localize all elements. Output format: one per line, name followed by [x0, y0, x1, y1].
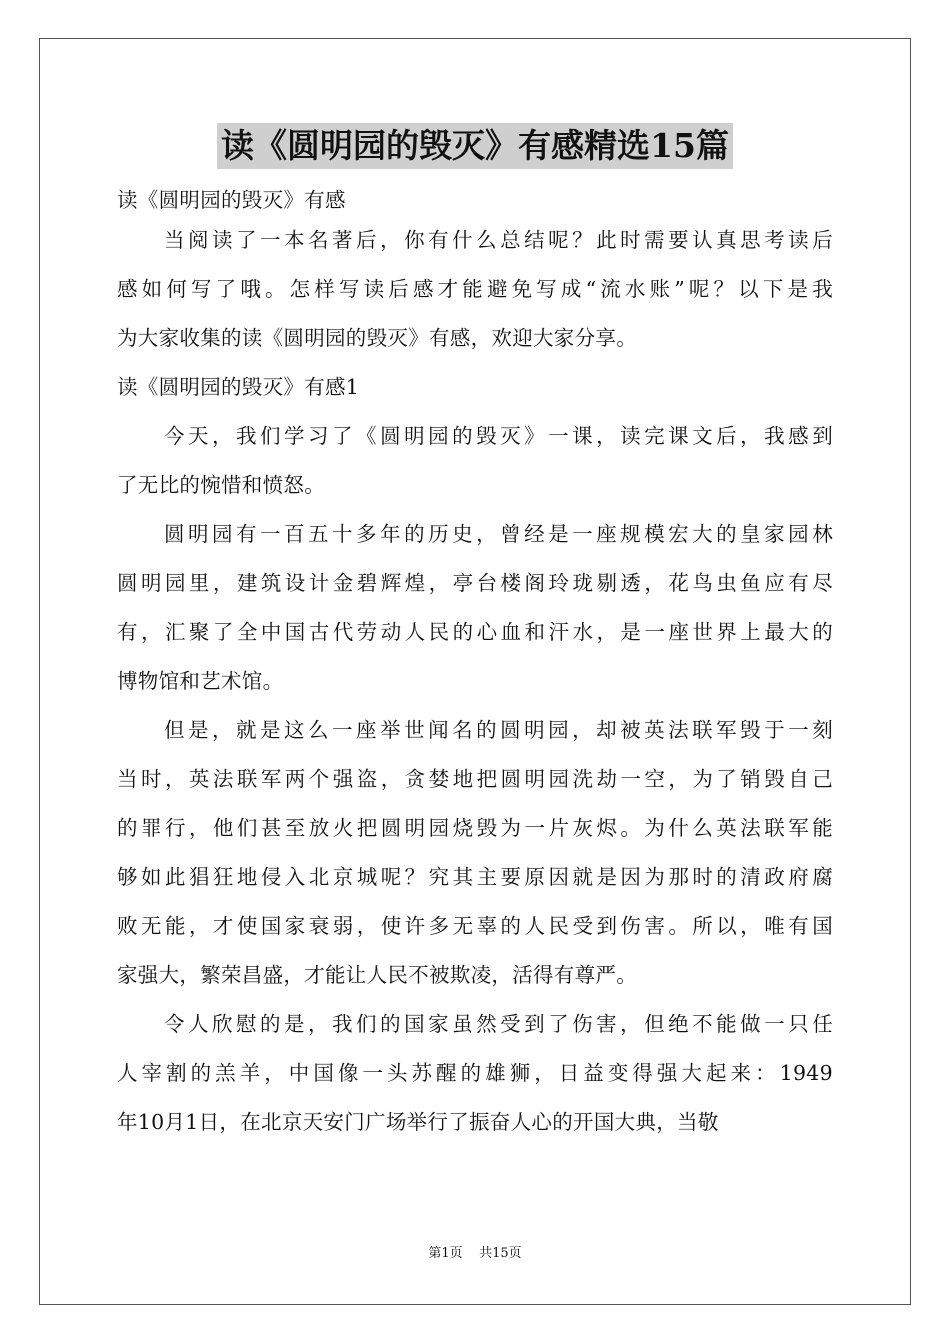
paragraph-line: 今天，我们学习了《圆明园的毁灭》一课，读完课文后，我感到 — [164, 424, 833, 448]
heading-text: 读《圆明园的毁灭》有感 — [117, 188, 346, 212]
paragraph-line: 但是，就是这么一座举世闻名的圆明园，却被英法联军毁于一刻 — [164, 718, 833, 742]
paragraph-line: 圆明园里，建筑设计金碧辉煌，亭台楼阁玲珑剔透，花鸟虫鱼应有尽 — [117, 571, 833, 595]
heading-text: 读《圆明园的毁灭》有感1 — [117, 375, 360, 399]
paragraph-line: 败无能，才使国家衰弱，使许多无辜的人民受到伤害。所以，唯有国 — [117, 914, 833, 938]
paragraph-line: 人宰割的羔羊，中国像一头苏醒的雄狮，日益变得强大起来：1949 — [117, 1061, 833, 1085]
paragraph — [117, 1004, 833, 1151]
paragraph — [117, 710, 833, 1004]
document-body — [117, 180, 833, 1151]
paragraph-line: 博物馆和艺术馆。 — [117, 669, 284, 693]
section-heading — [117, 367, 833, 416]
paragraph-line: 家强大，繁荣昌盛，才能让人民不被欺凌，活得有尊严。 — [117, 963, 637, 987]
paragraph-line: 当时，英法联军两个强盗，贪婪地把圆明园洗劫一空，为了销毁自己 — [117, 767, 833, 791]
paragraph — [117, 220, 833, 367]
page-footer: 第1页 共15页 — [428, 1246, 522, 1261]
paragraph-line: 够如此猖狂地侵入北京城呢？究其主要原因就是因为那时的清政府腐 — [117, 865, 833, 889]
paragraph — [117, 514, 833, 710]
document-title: 读《圆明园的毁灭》有感精选15篇 — [217, 123, 733, 169]
paragraph-line: 圆明园有一百五十多年的历史，曾经是一座规模宏大的皇家园林 — [164, 522, 833, 546]
paragraph-line: 当阅读了一本名著后，你有什么总结呢？此时需要认真思考读后 — [164, 228, 833, 252]
paragraph-line: 了无比的惋惜和愤怒。 — [117, 473, 325, 497]
paragraph-line: 年10月1日，在北京天安门广场举行了振奋人心的开国大典，当敬 — [117, 1110, 719, 1134]
section-heading — [117, 180, 833, 220]
paragraph-line: 的罪行，他们甚至放火把圆明园烧毁为一片灰烬。为什么英法联军能 — [117, 816, 833, 840]
title-container — [0, 123, 950, 169]
paragraph-line: 有，汇聚了全中国古代劳动人民的心血和汗水，是一座世界上最大的 — [117, 620, 833, 644]
paragraph-line: 令人欣慰的是，我们的国家虽然受到了伤害，但绝不能做一只任 — [164, 1012, 833, 1036]
paragraph-line: 为大家收集的读《圆明园的毁灭》有感，欢迎大家分享。 — [117, 326, 637, 350]
paragraph — [117, 416, 833, 514]
paragraph-line: 感如何写了哦。怎样写读后感才能避免写成“流水账”呢？以下是我 — [117, 277, 833, 301]
